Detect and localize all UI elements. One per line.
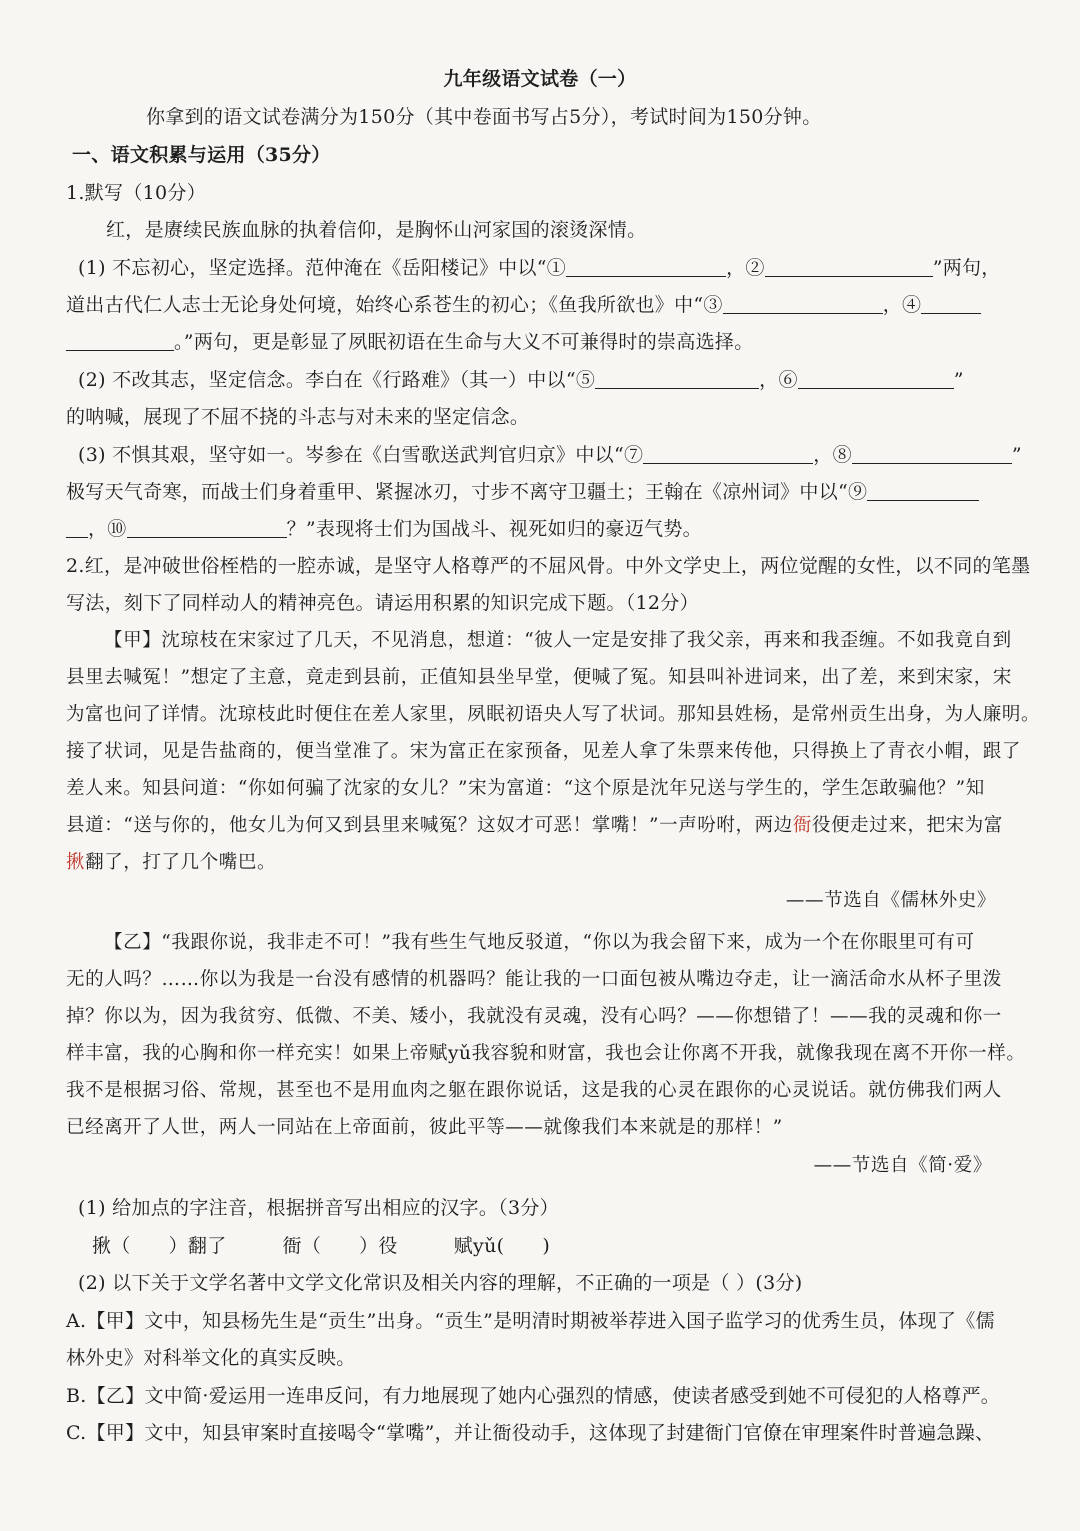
answer-blank-4a[interactable] [921, 293, 981, 314]
q1-part2-text-a: (2) 不改其志，坚定信念。李白在《行路难》（其一）中以“⑤ [78, 369, 596, 391]
passage-jia-line: 县里去喊冤！”想定了主意，竟走到县前，正值知县坐早堂，便喊了冤。知县叫补进词来，出了差，来到宋家，宋 [66, 667, 1012, 688]
sub-question-1: (1) 给加点的字注音，根据拼音写出相应的汉字。（3分） [78, 1197, 559, 1219]
passage-yi-line: 样丰富，我的心胸和你一样充实！如果上帝赋yǔ我容貌和财富，我也会让你离不开我，就像我现在离不开你一样。 [66, 1043, 1026, 1064]
option-a-line1: A.【甲】文中，知县杨先生是“贡生”出身。“贡生”是明清时期被举荐进入国子监学习的优秀生员，体现了《儒 [66, 1310, 995, 1332]
answer-blank-4b[interactable] [66, 330, 174, 351]
passage-jia-text: 翻了，打了几个嘴巴。 [85, 852, 277, 873]
pinyin-item-jiu-close: ）翻了 [168, 1235, 227, 1257]
q1-part1-text-a: (1) 不忘初心，坚定选择。范仲淹在《岳阳楼记》中以“① [78, 257, 567, 279]
passage-yi-line: 掉？你以为，因为我贫穷、低微、不美、矮小，我就没有灵魂，没有心吗？——你想错了！——我的灵魂和你一 [66, 1006, 1002, 1027]
pinyin-item-ya-close: ）役 [359, 1235, 398, 1257]
passage-jia-line: 为富也问了详情。沈琼枝此时便住在差人家里，夙眠初语央人写了状词。那知县姓杨，是常州贡生出身，为人廉明。 [66, 704, 1041, 725]
passage-yi-line: 已经离开了人世，两人一同站在上帝面前，彼此平等——就像我们本来就是的那样！” [66, 1117, 783, 1138]
passage-jia-line: 差人来。知县问道：“你如何骗了沈家的女儿？”宋为富道：“这个原是沈年兄送与学生的，学生怎敢骗他？”知 [66, 778, 985, 799]
q1-part3-text-e: ，⑩ [88, 518, 127, 540]
q1-part1-line2 [66, 290, 1020, 320]
q1-part3-text-c: ” [1011, 444, 1022, 466]
passage-jia-line-6 [66, 811, 1020, 841]
q1-part3-line2 [66, 477, 1020, 507]
answer-blank-9a[interactable] [867, 480, 979, 501]
question-1-title: 1.默写（10分） [66, 182, 207, 204]
q1-part2-line2: 的呐喊，展现了不屈不挠的斗志与对未来的坚定信念。 [66, 406, 530, 428]
q1-part2-text-b: ，⑥ [759, 369, 798, 391]
passage-jia-line: 接了状词，见是告盐商的，便当堂准了。宋为富正在家预备，见差人拿了朱票来传他，只得换上了青衣小帽，跟了 [66, 741, 1022, 762]
answer-blank-5[interactable] [595, 368, 759, 389]
passage-yi-line: 我不是根据习俗、常规，甚至也不是用血肉之躯在跟你说话，这是我的心灵在跟你的心灵说话。就仿佛我们两人 [66, 1080, 1002, 1101]
q1-part3-text-b: ，⑧ [813, 444, 852, 466]
option-b: B.【乙】文中简·爱运用一连串反问，有力地展现了她内心强烈的情感，使读者感受到她不可侵犯的人格尊严。 [66, 1385, 1001, 1407]
passage-yi-line: 【乙】“我跟你说，我非走不可！”我有些生气地反驳道，“你以为我会留下来，成为一个在你眼里可有可 [104, 932, 975, 953]
q1-part3-text-d: 极写天气奇寒，而战士们身着重甲、紧握冰刃，寸步不离守卫疆土；王翰在《凉州词》中以“⑨ [66, 481, 868, 503]
q1-part1-text-d: 道出古代仁人志士无论身处何境，始终心系苍生的初心；《鱼我所欲也》中“③ [66, 294, 723, 316]
answer-blank-9b[interactable] [66, 517, 88, 538]
passage-yi-line: 无的人吗？……你以为我是一台没有感情的机器吗？能让我的一口面包被从嘴边夺走，让一滴活命水从杯子里泼 [66, 969, 1002, 990]
option-c: C.【甲】文中，知县审案时直接喝令“掌嘴”，并让衙役动手，这体现了封建衙门官僚在审理案件时普遍急躁、 [66, 1422, 995, 1444]
answer-blank-8[interactable] [852, 443, 1012, 464]
q1-part1-line3 [66, 327, 1020, 357]
pinyin-item-yu-open: 赋yǔ( [453, 1235, 505, 1257]
passage-jia-line-7 [66, 848, 1020, 878]
option-a-line2: 林外史》对科举文化的真实反映。 [66, 1347, 356, 1369]
question-2-line1: 2.红，是冲破世俗桎梏的一腔赤诚，是坚守人格尊严的不屈风骨。中外文学史上，两位觉醒的女性，以不同的笔墨 [66, 555, 1031, 577]
pinyin-item-yu-close: ) [542, 1235, 551, 1257]
passage-jia-source: ——节选自《儒林外史》 [785, 890, 996, 911]
passage-yi-source: ——节选自《简·爱》 [813, 1155, 992, 1176]
answer-blank-7[interactable] [643, 443, 813, 464]
exam-intro: 你拿到的语文试卷满分为150分（其中卷面书写占5分），考试时间为150分钟。 [146, 106, 822, 128]
marked-character-jiu: 揪 [66, 852, 86, 873]
q1-part1-text-b: ，② [726, 257, 765, 279]
question-1-lead: 红，是赓续民族血脉的执着信仰，是胸怀山河家国的滚烫深情。 [106, 219, 647, 241]
section-heading: 一、语文积累与运用（35分） [72, 144, 331, 166]
sub-question-2: (2) 以下关于文学名著中文学文化常识及相关内容的理解，不正确的一项是（ ）(3分) [78, 1272, 803, 1294]
pinyin-row [92, 1231, 1020, 1261]
marked-character-ya: 衙 [792, 815, 812, 836]
q1-part3-text-a: (3) 不惧其艰，坚守如一。岑参在《白雪歌送武判官归京》中以“⑦ [78, 444, 644, 466]
pinyin-item-jiu-open: 揪（ [92, 1235, 131, 1257]
passage-jia-line: 【甲】沈琼枝在宋家过了几天，不见消息，想道：“彼人一定是安排了我父亲，再来和我歪缠。不如我竟自到 [104, 630, 1012, 651]
q1-part2-text-c: ” [953, 369, 964, 391]
passage-jia-text: 县道：“送与你的，他女儿为何又到县里来喊冤？这奴才可恶！掌嘴！”一声吩咐，两边 [66, 815, 793, 836]
answer-blank-6[interactable] [798, 368, 954, 389]
answer-blank-10[interactable] [127, 517, 287, 538]
q1-part1-text-e: ，④ [882, 294, 922, 316]
q1-part3-line1 [78, 440, 1020, 470]
exam-title: 九年级语文试卷（一） [443, 68, 637, 90]
q1-part1-text-c: ”两句， [932, 257, 1001, 279]
pinyin-item-ya-open: 衙（ [282, 1235, 322, 1257]
answer-blank-2[interactable] [765, 256, 933, 277]
question-2-line2: 写法，刻下了同样动人的精神亮色。请运用积累的知识完成下题。（12分） [66, 592, 699, 614]
q1-part3-text-f: ？”表现将士们为国战斗、视死如归的豪迈气势。 [286, 518, 702, 540]
passage-jia-text: 役便走过来，把宋为富 [811, 815, 1003, 836]
q1-part2-line1 [78, 365, 1020, 395]
answer-blank-3[interactable] [723, 293, 883, 314]
answer-blank-1[interactable] [566, 256, 726, 277]
q1-part1-text-f: 。”两句，更是彰显了夙眠初语在生命与大义不可兼得时的崇高选择。 [174, 331, 754, 353]
q1-part3-line3 [66, 514, 1020, 544]
q1-part1-line1 [78, 253, 1020, 283]
